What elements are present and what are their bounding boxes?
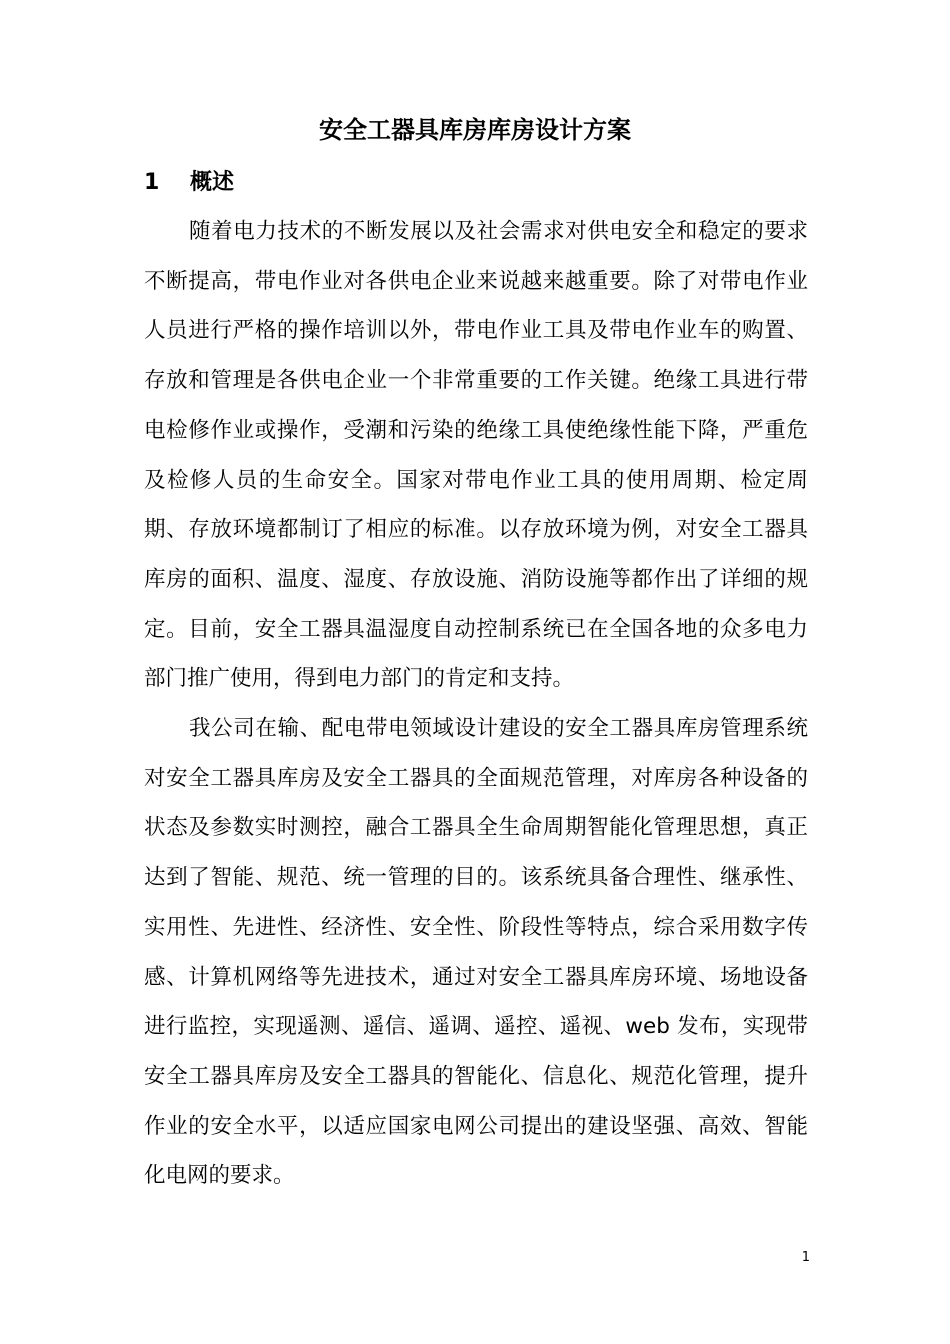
page-number: 1 bbox=[801, 1250, 810, 1265]
section-heading: 1 概述 bbox=[144, 170, 234, 195]
body-paragraph-2: 我公司在输、配电带电领域设计建设的安全工器具库房管理系统对安全工器具库房及安全工器具的全面规范管理，对库房各种设备的状态及参数实时测控，融合工器具全生命周期智能化管理思想，真正达到了智能、规范、统一管理的目的。该系统具备合理性、继承性、实用性、先进性、经济性、安全性、阶段性等特点，综合采用数字传感、计算机网络等先进技术，通过对安全工器具库房环境、场地设备进行监控，实现遥测、遥信、遥调、遥控、遥视、web 发布，实现带安全工器具库房及安全工器具的智能化、信息化、规范化管理，提升作业的安全水平，以适应国家电网公司提出的建设坚强、高效、智能化电网的要求。 bbox=[144, 716, 808, 1189]
document-title: 安全工器具库房库房设计方案 bbox=[319, 116, 631, 144]
body-paragraph-1: 随着电力技术的不断发展以及社会需求对供电安全和稳定的要求不断提高，带电作业对各供电企业来说越来越重要。除了对带电作业人员进行严格的操作培训以外，带电作业工具及带电作业车的购置、存放和管理是各供电企业一个非常重要的工作关键。绝缘工具进行带电检修作业或操作，受潮和污染的绝缘工具使绝缘性能下降，严重危及检修人员的生命安全。国家对带电作业工具的使用周期、检定周期、存放环境都制订了相应的标准。以存放环境为例，对安全工器具库房的面积、温度、湿度、存放设施、消防设施等都作出了详细的规定。目前，安全工器具温湿度自动控制系统已在全国各地的众多电力部门推广使用，得到电力部门的肯定和支持。 bbox=[144, 219, 808, 692]
